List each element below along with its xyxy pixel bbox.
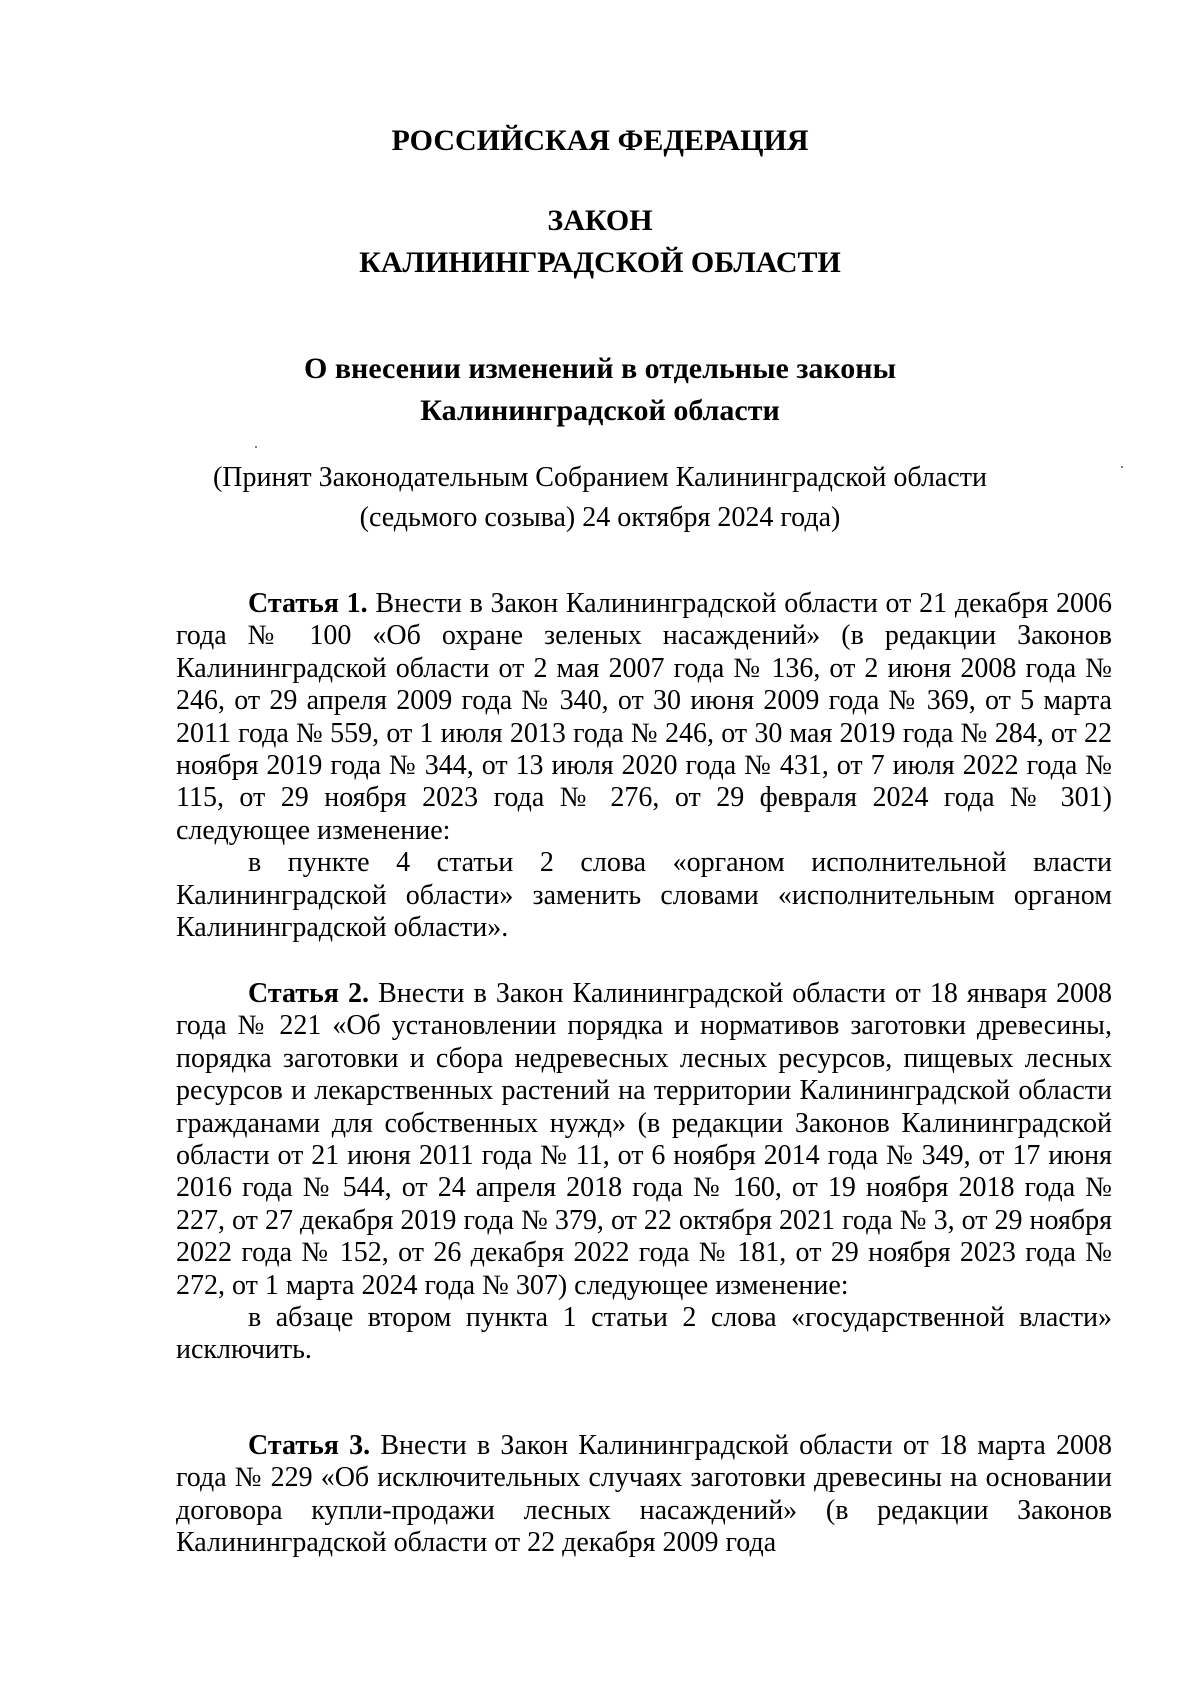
law-heading	[0, 200, 1200, 284]
adoption-note-line-2: (седьмого созыва) 24 октября 2024 года)	[359, 502, 841, 533]
adoption-note	[0, 458, 1200, 538]
law-title	[0, 348, 1200, 432]
law-heading-line-1: ЗАКОН	[547, 204, 653, 237]
article-1-paragraph	[176, 588, 1112, 847]
article-2-label: Статья 2.	[248, 978, 369, 1009]
law-heading-line-2: КАЛИНИНГРАДСКОЙ ОБЛАСТИ	[359, 246, 841, 279]
article-3	[176, 1430, 1112, 1560]
scan-speck	[255, 446, 257, 448]
article-1	[176, 588, 1112, 944]
article-2-change: в абзаце втором пункта 1 статьи 2 слова «государственной власти» исключить.	[176, 1302, 1112, 1366]
article-1-label: Статья 1.	[248, 588, 368, 619]
article-3-label: Статья 3.	[248, 1430, 371, 1461]
scan-speck	[1121, 466, 1123, 468]
law-title-line-2: Калининградской области	[420, 394, 780, 427]
country-heading: РОССИЙСКАЯ ФЕДЕРАЦИЯ	[391, 124, 809, 157]
article-3-text: Внести в Закон Калининградской области от 18 марта 2008 года № 229 «Об исключительных случаях заготовки древесины на основании договора купли-продажи лесных насаждений» (в редакции Законов Калининградской области от 22 декабря 2009 года	[176, 1430, 1112, 1559]
adoption-note-line-1: (Принят Законодательным Собранием Калининградской области	[212, 462, 988, 493]
article-3-paragraph	[176, 1430, 1112, 1560]
article-1-change: в пункте 4 статьи 2 слова «органом исполнительной власти Калининградской области» заменить словами «исполнительным органом Калининградской области».	[176, 847, 1112, 944]
law-title-line-1: О внесении изменений в отдельные законы	[304, 352, 896, 385]
article-2	[176, 978, 1112, 1367]
article-1-text: Внести в Закон Калининградской области от 21 декабря 2006 года № 100 «Об охране зеленых насаждений» (в редакции Законов Калининградской области от 2 мая 2007 года № 136, от 2 июня 2008 года № 246, от 29 апреля 2009 года № 340, от 30 июня 2009 года № 369, от 5 марта 2011 года № 559, от 1 июля 2013 года № 246, от 30 мая 2019 года № 284, от 22 ноября 2019 года № 344, от 13 июля 2020 года № 431, от 7 июля 2022 года № 115, от 29 ноября 2023 года № 276, от 29 февраля 2024 года № 301) следующее изменение:	[176, 588, 1113, 846]
article-2-paragraph	[176, 978, 1112, 1302]
article-2-text: Внести в Закон Калининградской области от 18 января 2008 года № 221 «Об установлении порядка и нормативов заготовки древесины, порядка заготовки и сбора недревесных лесных ресурсов, пищевых лесных ресурсов и лекарственных растений на территории Калининградской области гражданами для собственных нужд» (в редакции Законов Калининградской области от 21 июня 2011 года № 11, от 6 ноября 2014 года № 349, от 17 июня 2016 года № 544, от 24 апреля 2018 года № 160, от 19 ноября 2018 года № 227, от 27 декабря 2019 года № 379, от 22 октября 2021 года № 3, от 29 ноября 2022 года № 152, от 26 декабря 2022 года № 181, от 29 ноября 2023 года № 272, от 1 марта 2024 года № 307) следующее изменение:	[176, 978, 1113, 1301]
